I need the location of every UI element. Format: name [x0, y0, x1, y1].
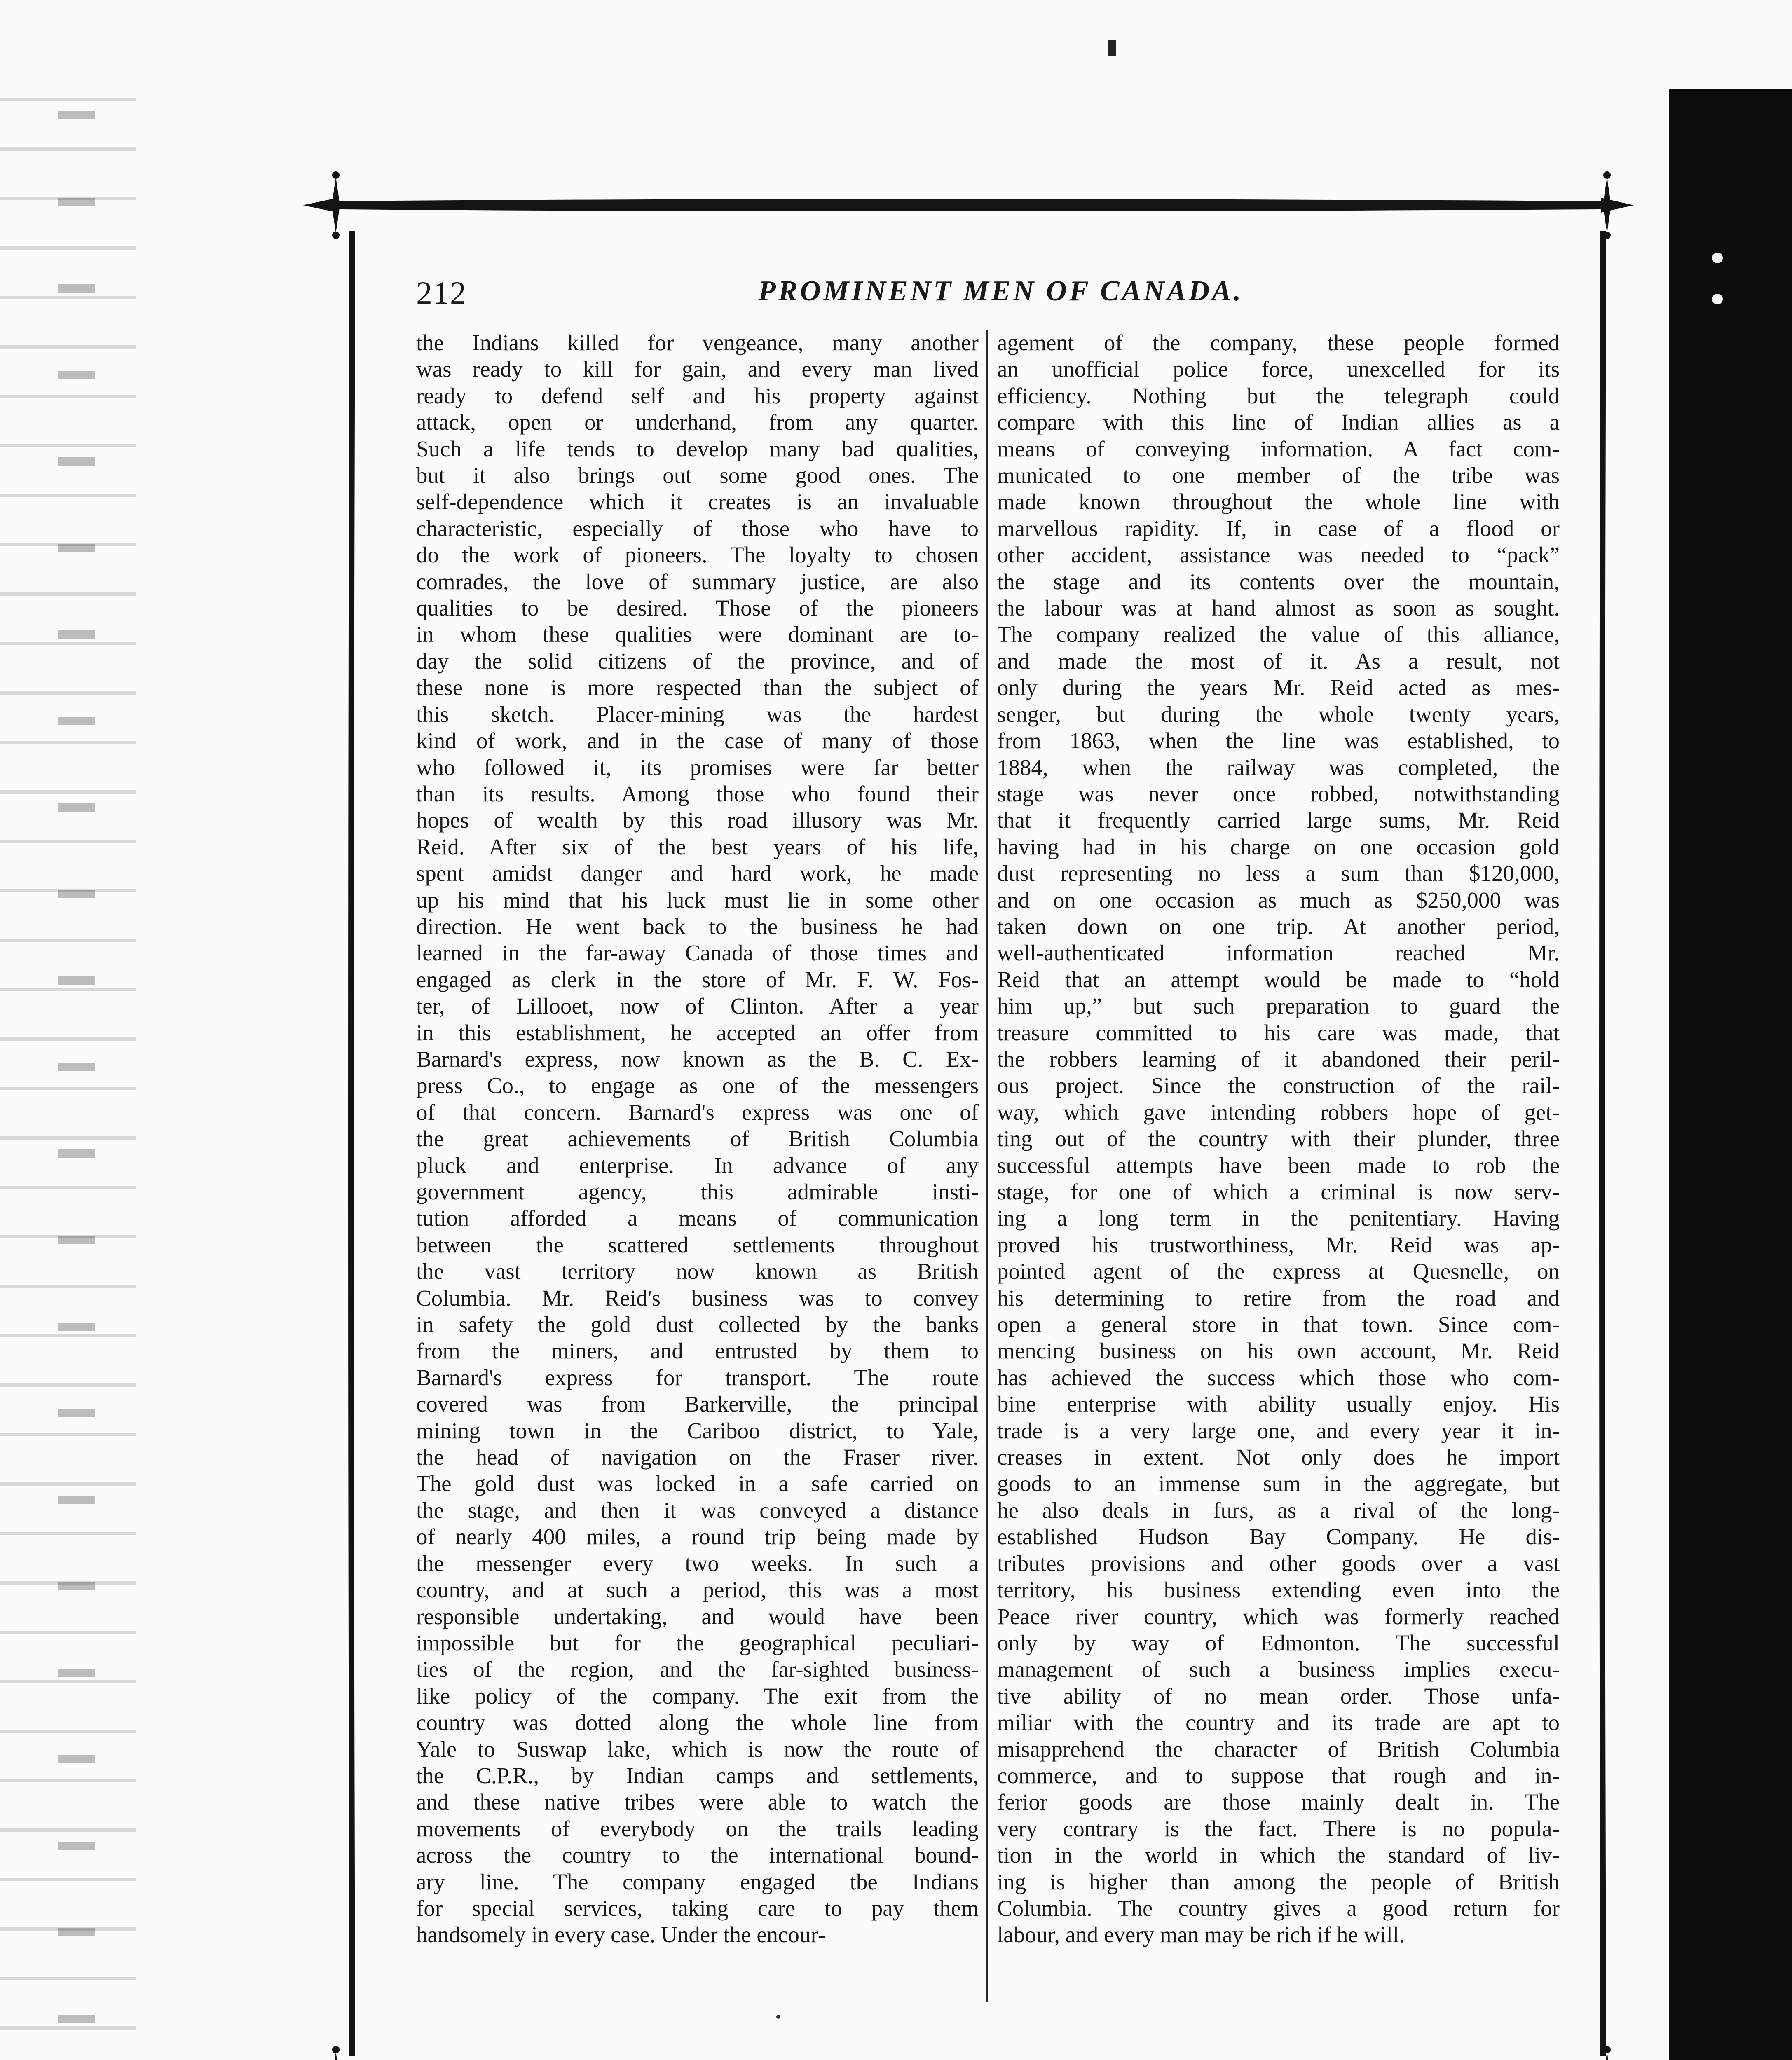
- text-line: ous project. Since the construction of the rail-: [997, 1073, 1560, 1098]
- text-line: means of conveying information. A fact com-: [997, 436, 1560, 461]
- text-line: marvellous rapidity. If, in case of a flood or: [997, 515, 1560, 541]
- text-line: like policy of the company. The exit from the: [416, 1683, 979, 1709]
- text-line: tive ability of no mean order. Those unfa-: [997, 1683, 1560, 1709]
- text-column-right: [997, 330, 1560, 1948]
- text-line: treasure committed to his care was made, that: [997, 1020, 1560, 1045]
- text-line: in safety the gold dust collected by the banks: [416, 1312, 979, 1337]
- text-line: and made the most of it. As a result, not: [997, 648, 1560, 674]
- column-divider: [986, 330, 988, 2002]
- text-line: hopes of wealth by this road illusory was Mr.: [416, 808, 979, 833]
- frame-left-rule: [348, 231, 355, 2056]
- text-line: kind of work, and in the case of many of those: [416, 728, 979, 754]
- text-line: learned in the far-away Canada of those times and: [416, 940, 979, 966]
- text-line: handsomely in every case. Under the encour-: [416, 1922, 826, 1948]
- text-line: in whom these qualities were dominant are to-: [416, 622, 979, 647]
- text-line: tributes provisions and other goods over a vast: [997, 1550, 1560, 1576]
- text-line: tion in the world in which the standard of liv-: [997, 1842, 1560, 1868]
- text-line: ing a long term in the penitentiary. Having: [997, 1206, 1560, 1231]
- text-line: efficiency. Nothing but the telegraph could: [997, 383, 1560, 408]
- text-line: comrades, the love of summary justice, are also: [416, 569, 979, 594]
- text-line: ties of the region, and the far-sighted business-: [416, 1657, 979, 1682]
- text-line: of nearly 400 miles, a round trip being made by: [416, 1524, 979, 1550]
- text-line: 1884, when the railway was completed, the: [997, 754, 1560, 780]
- page-number: 212: [416, 275, 467, 311]
- text-line: ready to defend self and his property against: [416, 383, 979, 408]
- text-line: tution afforded a means of communication: [416, 1206, 979, 1231]
- text-line: The company realized the value of this alliance,: [997, 622, 1560, 647]
- text-line: stage, for one of which a criminal is now serv-: [997, 1179, 1560, 1204]
- text-line: him up,” but such preparation to guard the: [997, 993, 1560, 1019]
- text-line: across the country to the international bound-: [416, 1842, 979, 1868]
- text-line: and these native tribes were able to watch the: [416, 1789, 979, 1815]
- frame-bottom-rule: [303, 2046, 1634, 2060]
- text-line: compare with this line of Indian allies as a: [997, 410, 1560, 435]
- text-line: responsible undertaking, and would have been: [416, 1604, 979, 1629]
- text-line: Columbia. The country gives a good return for: [997, 1895, 1560, 1921]
- text-line: Peace river country, which was formerly reached: [997, 1604, 1560, 1629]
- text-line: open a general store in that town. Since com-: [997, 1312, 1560, 1337]
- running-title: PROMINENT MEN OF CANADA.: [758, 275, 1244, 307]
- text-line: the labour was at hand almost as soon as sought.: [997, 595, 1560, 621]
- text-line: taken down on one trip. At another period,: [997, 913, 1560, 939]
- text-line: ting out of the country with their plunder, three: [997, 1126, 1560, 1152]
- text-line: pointed agent of the express at Quesnelle, on: [997, 1259, 1560, 1284]
- text-line: commerce, and to suppose that rough and in-: [997, 1763, 1560, 1788]
- text-line: spent amidst danger and hard work, he made: [416, 861, 979, 886]
- text-line: the messenger every two weeks. In such a: [416, 1550, 979, 1576]
- text-line: these none is more respected than the subject of: [416, 675, 979, 700]
- text-line: engaged as clerk in the store of Mr. F. W. Fos-: [416, 967, 979, 992]
- text-line: between the scattered settlements throughout: [416, 1232, 979, 1257]
- text-line: who followed it, its promises were far better: [416, 754, 979, 780]
- text-line: day the solid citizens of the province, and of: [416, 648, 979, 674]
- text-line: bine enterprise with ability usually enjoy. His: [997, 1391, 1560, 1417]
- text-line: Columbia. Mr. Reid's business was to convey: [416, 1285, 979, 1311]
- text-line: movements of everybody on the trails leading: [416, 1816, 979, 1841]
- text-line: up his mind that his luck must lie in some other: [416, 887, 979, 913]
- text-line: other accident, assistance was needed to “pack”: [997, 542, 1560, 568]
- text-line: having had in his charge on one occasion gold: [997, 834, 1560, 859]
- text-line: The gold dust was locked in a safe carried on: [416, 1471, 979, 1496]
- frame-top-rule: [303, 171, 1634, 239]
- text-line: senger, but during the whole twenty years,: [997, 701, 1560, 727]
- text-line: but it also brings out some good ones. The: [416, 463, 979, 488]
- text-line: successful attempts have been made to rob the: [997, 1152, 1560, 1178]
- text-line: agement of the company, these people formed: [997, 330, 1560, 355]
- text-line: miliar with the country and its trade are apt to: [997, 1710, 1560, 1735]
- text-line: way, which gave intending robbers hope of get-: [997, 1099, 1560, 1125]
- text-line: misapprehend the character of British Columbia: [997, 1736, 1560, 1762]
- text-line: mencing business on his own account, Mr. Reid: [997, 1338, 1560, 1364]
- text-line: from 1863, when the line was established, to: [997, 728, 1560, 754]
- text-line: the C.P.R., by Indian camps and settlements,: [416, 1763, 979, 1788]
- printer-mark: [776, 2015, 780, 2019]
- text-line: the vast territory now known as British: [416, 1259, 979, 1284]
- text-line: Barnard's express for transport. The route: [416, 1365, 979, 1390]
- text-line: impossible but for the geographical peculiari-: [416, 1630, 979, 1655]
- text-line: well-authenticated information reached Mr.: [997, 940, 1560, 966]
- text-line: proved his trustworthiness, Mr. Reid was ap-: [997, 1232, 1560, 1257]
- text-line: the great achievements of British Columbia: [416, 1126, 979, 1152]
- text-line: ary line. The company engaged tbe Indians: [416, 1869, 979, 1894]
- text-line: ing is higher than among the people of British: [997, 1869, 1560, 1894]
- text-line: the robbers learning of it abandoned their peril-: [997, 1046, 1560, 1072]
- text-line: in this establishment, he accepted an offer from: [416, 1020, 979, 1045]
- text-line: trade is a very large one, and every year it in-: [997, 1418, 1560, 1443]
- text-line: from the miners, and entrusted by them to: [416, 1338, 979, 1364]
- text-line: covered was from Barkerville, the principal: [416, 1391, 979, 1417]
- text-line: Yale to Suswap lake, which is now the route of: [416, 1736, 979, 1762]
- text-line: country, and at such a period, this was a most: [416, 1577, 979, 1603]
- text-line: government agency, this admirable insti-: [416, 1179, 979, 1204]
- text-line: country was dotted along the whole line from: [416, 1710, 979, 1735]
- text-line: made known throughout the whole line with: [997, 489, 1560, 515]
- text-line: creases in extent. Not only does he import: [997, 1444, 1560, 1470]
- text-line: than its results. Among those who found their: [416, 781, 979, 806]
- text-line: qualities to be desired. Those of the pioneers: [416, 595, 979, 621]
- text-line: attack, open or underhand, from any quarter.: [416, 410, 979, 435]
- text-line: was ready to kill for gain, and every man lived: [416, 356, 979, 382]
- text-line: Barnard's express, now known as the B. C. Ex-: [416, 1046, 979, 1072]
- text-line: for special services, taking care to pay them: [416, 1895, 979, 1921]
- text-line: goods to an immense sum in the aggregate, but: [997, 1471, 1560, 1496]
- text-line: has achieved the success which those who com-: [997, 1365, 1560, 1390]
- text-line: Such a life tends to develop many bad qualities,: [416, 436, 979, 461]
- text-line: self-dependence which it creates is an invaluable: [416, 489, 979, 515]
- text-line: labour, and every man may be rich if he will.: [997, 1922, 1405, 1948]
- text-line: his determining to retire from the road and: [997, 1285, 1560, 1311]
- text-line: established Hudson Bay Company. He dis-: [997, 1524, 1560, 1550]
- text-line: do the work of pioneers. The loyalty to chosen: [416, 542, 979, 568]
- text-line: an unofficial police force, unexcelled for its: [997, 356, 1560, 382]
- text-line: mining town in the Cariboo district, to Yale,: [416, 1418, 979, 1443]
- text-line: of that concern. Barnard's express was one of: [416, 1099, 979, 1125]
- frame-right-rule: [1599, 231, 1606, 2056]
- text-line: and on one occasion as much as $250,000 was: [997, 887, 1560, 913]
- text-column-left: [416, 330, 979, 1948]
- text-line: characteristic, especially of those who have to: [416, 515, 979, 541]
- text-line: the stage and its contents over the mountain,: [997, 569, 1560, 594]
- text-line: only by way of Edmonton. The successful: [997, 1630, 1560, 1655]
- text-line: that it frequently carried large sums, Mr. Reid: [997, 808, 1560, 833]
- text-line: stage was never once robbed, notwithstanding: [997, 781, 1560, 806]
- text-line: municated to one member of the tribe was: [997, 463, 1560, 488]
- text-line: direction. He went back to the business he had: [416, 913, 979, 939]
- text-line: management of such a business implies execu-: [997, 1657, 1560, 1682]
- text-line: the Indians killed for vengeance, many another: [416, 330, 979, 355]
- text-line: ferior goods are those mainly dealt in. The: [997, 1789, 1560, 1815]
- text-line: territory, his business extending even into the: [997, 1577, 1560, 1603]
- text-line: very contrary is the fact. There is no popula-: [997, 1816, 1560, 1841]
- text-line: this sketch. Placer-mining was the hardest: [416, 701, 979, 727]
- text-line: Reid that an attempt would be made to “hold: [997, 967, 1560, 992]
- text-line: dust representing no less a sum than $120,000,: [997, 861, 1560, 886]
- text-line: Reid. After six of the best years of his life,: [416, 834, 979, 859]
- text-line: ter, of Lillooet, now of Clinton. After a year: [416, 993, 979, 1019]
- text-line: pluck and enterprise. In advance of any: [416, 1152, 979, 1178]
- text-line: the stage, and then it was conveyed a distance: [416, 1497, 979, 1523]
- text-line: press Co., to engage as one of the messengers: [416, 1073, 979, 1098]
- text-line: the head of navigation on the Fraser river.: [416, 1444, 979, 1470]
- text-line: he also deals in furs, as a rival of the long-: [997, 1497, 1560, 1523]
- text-line: only during the years Mr. Reid acted as mes-: [997, 675, 1560, 700]
